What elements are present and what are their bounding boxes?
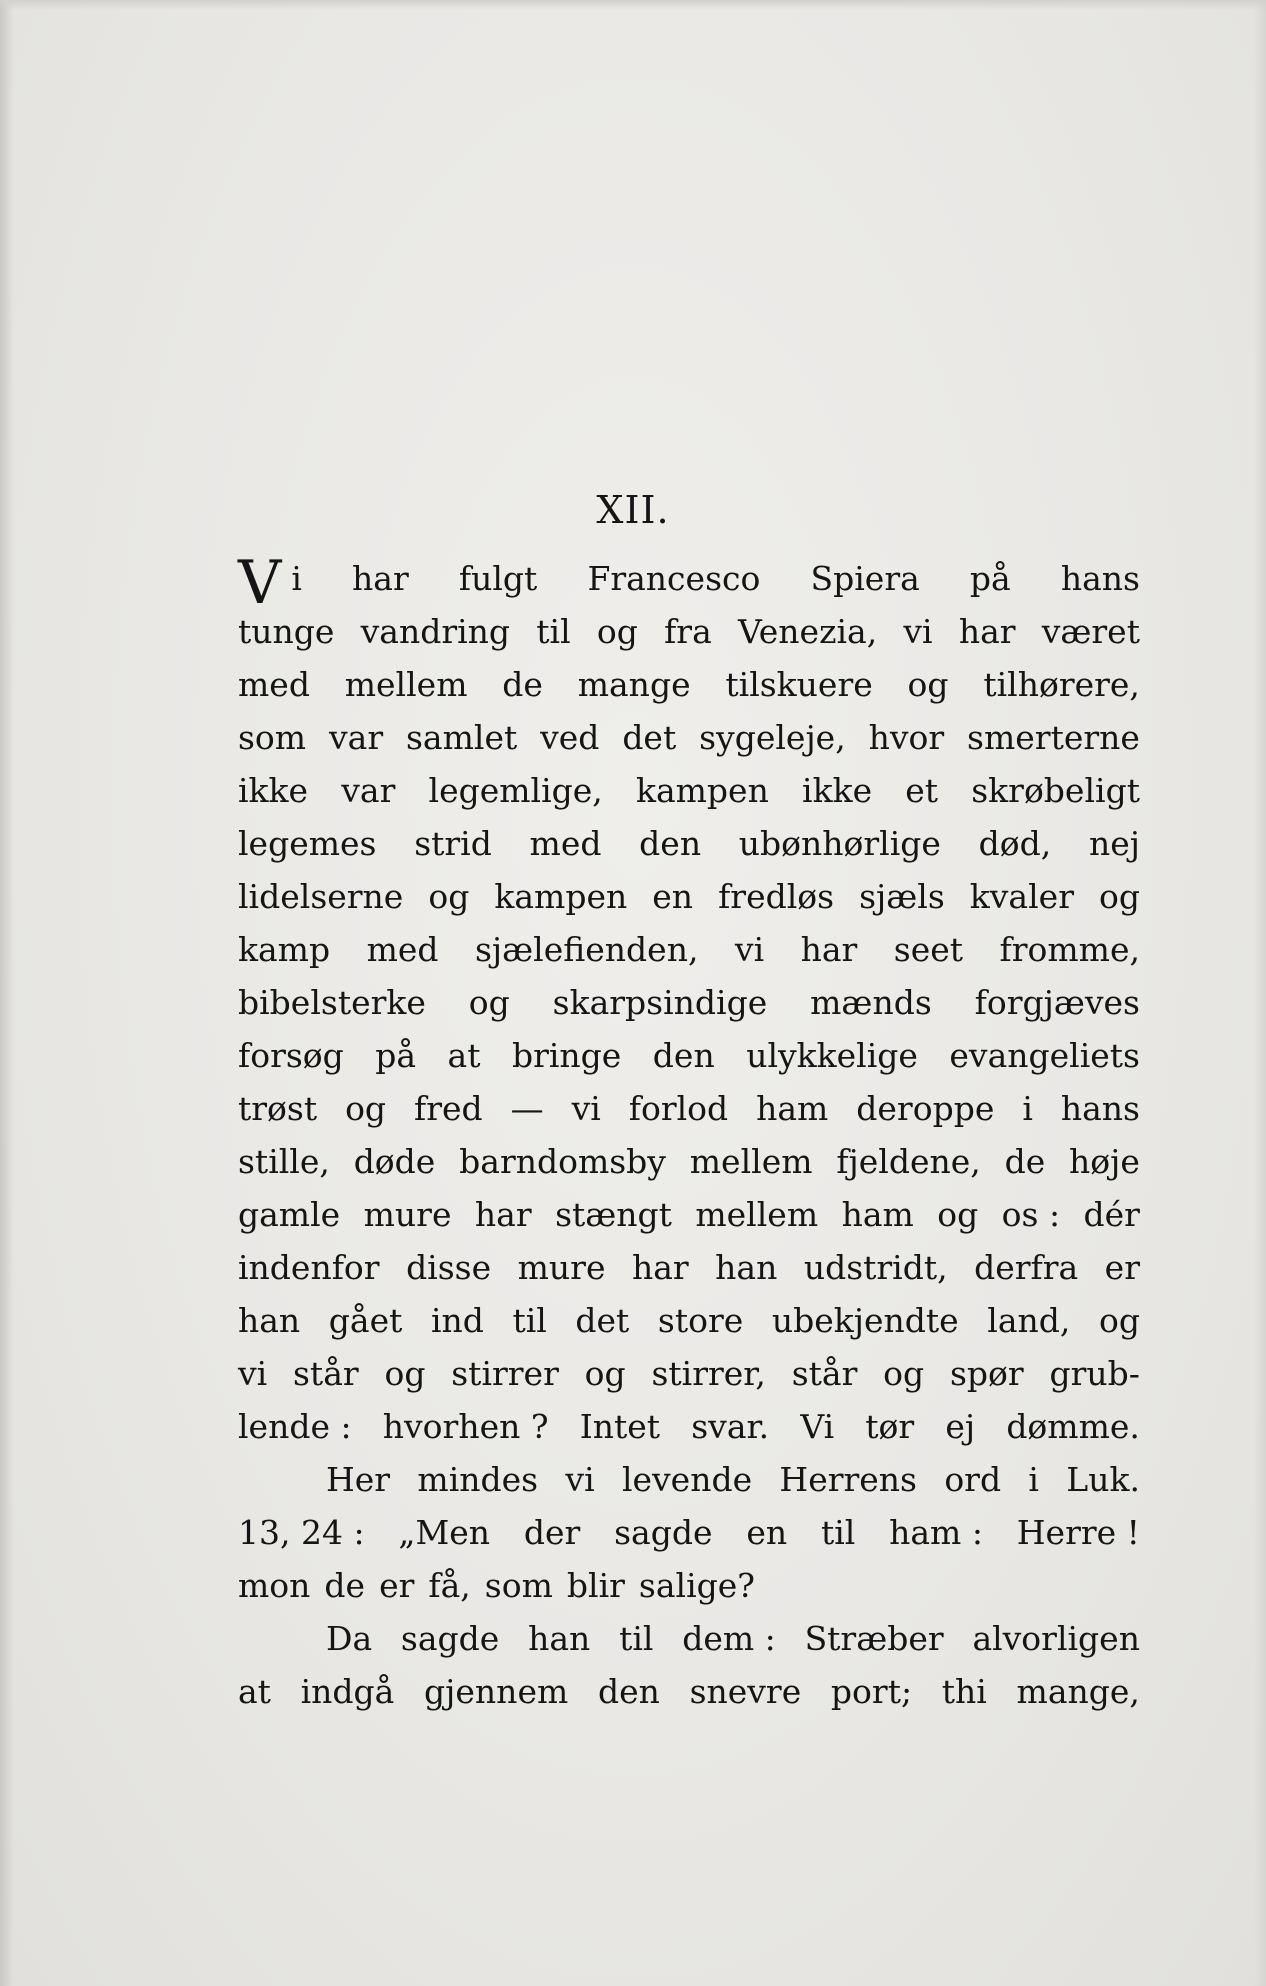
text-line: [238, 1400, 1140, 1453]
word: Francesco: [587, 559, 761, 598]
word: har: [958, 612, 1016, 651]
word: hans: [1060, 1089, 1140, 1128]
word: og: [468, 983, 510, 1022]
word: fromme,: [999, 930, 1140, 969]
word: Her: [326, 1460, 391, 1499]
word: dømme.: [1006, 1407, 1140, 1446]
word: på: [375, 1036, 417, 1075]
word: til: [820, 1513, 856, 1552]
word: ikke: [802, 771, 873, 810]
word: derfra: [974, 1248, 1079, 1287]
word: Vi: [800, 1407, 835, 1446]
word: gået: [328, 1301, 403, 1340]
word: strid: [414, 824, 492, 863]
word: mellem: [344, 665, 468, 704]
word: ved: [540, 718, 600, 757]
word: skarpsindige: [552, 983, 768, 1022]
word: os :: [1001, 1195, 1061, 1234]
page-edge-shadow: [1254, 0, 1266, 1986]
drop-cap: V: [238, 548, 282, 618]
word: vandring: [360, 612, 511, 651]
word: forlod: [628, 1089, 729, 1128]
word: har: [352, 559, 409, 598]
word: en: [652, 877, 694, 916]
word: 13, 24 :: [238, 1513, 365, 1552]
text-line: [238, 817, 1140, 870]
word: en: [746, 1513, 788, 1552]
text-line: [238, 764, 1140, 817]
word: ham :: [889, 1513, 983, 1552]
word: fulgt: [458, 559, 538, 598]
first-line-words: [291, 552, 1140, 605]
word: thi: [941, 1672, 987, 1711]
word: dem :: [682, 1619, 776, 1658]
word: i: [291, 559, 302, 598]
text-line: [238, 658, 1140, 711]
word: grub-: [1049, 1354, 1140, 1393]
word: nej: [1088, 824, 1140, 863]
word: sjælefienden,: [474, 930, 699, 969]
word: stille,: [238, 1142, 330, 1181]
word: sjæls: [859, 877, 945, 916]
word: mure: [363, 1195, 452, 1234]
word: har: [631, 1248, 689, 1287]
word: sygeleje,: [699, 718, 846, 757]
word: vi: [571, 1089, 601, 1128]
word: —: [510, 1089, 544, 1128]
word: kvaler: [969, 877, 1074, 916]
word: været: [1041, 612, 1140, 651]
word: legemlige,: [428, 771, 603, 810]
page-top-shadow: [0, 0, 1266, 10]
word: sagde: [400, 1619, 500, 1658]
word: og: [345, 1089, 387, 1128]
text-line: [238, 1029, 1140, 1082]
word: mure: [517, 1248, 606, 1287]
word: fra: [664, 612, 712, 651]
word: at: [447, 1036, 481, 1075]
word: var: [341, 771, 396, 810]
text-line: [238, 1188, 1140, 1241]
word: evangeliets: [949, 1036, 1140, 1075]
word: det: [622, 718, 677, 757]
word: fjeldene,: [836, 1142, 981, 1181]
word: vi: [903, 612, 933, 651]
word: kampen: [494, 877, 628, 916]
word: mon: [238, 1566, 311, 1605]
word: lidelserne: [238, 877, 404, 916]
text-line: [238, 1135, 1140, 1188]
word: og: [883, 1354, 925, 1393]
word: Da: [326, 1619, 373, 1658]
text-line: [238, 711, 1140, 764]
word: som: [484, 1566, 553, 1605]
text-line: [238, 1241, 1140, 1294]
word: Venezia,: [737, 612, 878, 651]
word: at: [238, 1672, 271, 1711]
word: der: [523, 1513, 581, 1552]
word: gamle: [238, 1195, 341, 1234]
text-line: [238, 1506, 1140, 1559]
word: mellem: [689, 1142, 813, 1181]
word: ubekjendte: [771, 1301, 959, 1340]
word: hvor: [868, 718, 945, 757]
word: han: [715, 1248, 778, 1287]
word: svar.: [691, 1407, 770, 1446]
page-gutter-shadow: [0, 0, 14, 1986]
word: hvorhen ?: [382, 1407, 549, 1446]
word: lende :: [238, 1407, 352, 1446]
word: står: [791, 1354, 858, 1393]
word: og: [907, 665, 949, 704]
text-line: [238, 1559, 1140, 1612]
word: de: [324, 1566, 366, 1605]
word: mindes: [417, 1460, 539, 1499]
word: land,: [987, 1301, 1071, 1340]
word: tilskuere: [725, 665, 873, 704]
word: „Men: [398, 1513, 491, 1552]
word: den: [639, 824, 702, 863]
word: Intet: [579, 1407, 661, 1446]
word: kamp: [238, 930, 331, 969]
text-line: [238, 605, 1140, 658]
word: indenfor: [238, 1248, 380, 1287]
text-line: [238, 1665, 1140, 1718]
text-line: [238, 976, 1140, 1029]
word: med: [366, 930, 439, 969]
word: han: [528, 1619, 591, 1658]
word: forsøg: [238, 1036, 344, 1075]
word: barndomsby: [459, 1142, 666, 1181]
word: disse: [406, 1248, 492, 1287]
word: gjennem: [424, 1672, 569, 1711]
word: er: [379, 1566, 415, 1605]
word: skrøbeligt: [971, 771, 1140, 810]
text-line: [238, 870, 1140, 923]
word: og: [1099, 877, 1140, 916]
word: stirrer,: [651, 1354, 766, 1393]
word: vi: [734, 930, 765, 969]
text-line: [238, 1453, 1140, 1506]
word: ej: [945, 1407, 976, 1446]
word: få,: [428, 1566, 471, 1605]
word: Herrens: [779, 1460, 917, 1499]
word: Herre !: [1016, 1513, 1140, 1552]
word: og: [1098, 1301, 1140, 1340]
word: står: [293, 1354, 359, 1393]
word: fred: [414, 1089, 483, 1128]
word: Stræber: [804, 1619, 944, 1658]
word: samlet: [405, 718, 518, 757]
word: snevre: [689, 1672, 802, 1711]
word: bringe: [511, 1036, 622, 1075]
word: indgå: [300, 1672, 395, 1711]
word: han: [238, 1301, 301, 1340]
word: stængt: [555, 1195, 672, 1234]
word: de: [1004, 1142, 1046, 1181]
word: og: [596, 612, 638, 651]
word: til: [536, 612, 571, 651]
word: med: [238, 665, 310, 704]
word: har: [474, 1195, 532, 1234]
word: ubønhørlige: [738, 824, 941, 863]
word: og: [937, 1195, 979, 1234]
word: vi: [565, 1460, 595, 1499]
word: alvorligen: [972, 1619, 1140, 1658]
word: i: [1028, 1460, 1039, 1499]
word: var: [329, 718, 384, 757]
chapter-heading: XII.: [596, 488, 670, 532]
word: død,: [978, 824, 1052, 863]
word: mellem: [695, 1195, 819, 1234]
word: på: [969, 559, 1011, 598]
word: bibelsterke: [238, 983, 426, 1022]
word: tilhørere,: [983, 665, 1140, 704]
word: et: [905, 771, 939, 810]
word: ikke: [238, 771, 309, 810]
word: har: [800, 930, 858, 969]
word: udstridt,: [803, 1248, 948, 1287]
word: og: [384, 1354, 426, 1393]
word: til: [619, 1619, 654, 1658]
word: og: [428, 877, 470, 916]
word: Luk.: [1066, 1460, 1140, 1499]
text-line-first: [238, 548, 1140, 618]
word: det: [575, 1301, 630, 1340]
text-line: [238, 1082, 1140, 1135]
word: smerterne: [967, 718, 1140, 757]
word: store: [657, 1301, 744, 1340]
word: legemes: [238, 824, 377, 863]
word: mange: [577, 665, 691, 704]
word: den: [597, 1672, 660, 1711]
word: blir: [566, 1566, 625, 1605]
text-line: [238, 1612, 1140, 1665]
word: deroppe: [856, 1089, 995, 1128]
word: høje: [1069, 1142, 1140, 1181]
word: Spiera: [810, 559, 920, 598]
word: ind: [430, 1301, 484, 1340]
text-line: [238, 1347, 1140, 1400]
word: sagde: [614, 1513, 713, 1552]
word: er: [1104, 1248, 1140, 1287]
word: som: [238, 718, 307, 757]
word: tunge: [238, 612, 335, 651]
word: hans: [1060, 559, 1140, 598]
word: og: [584, 1354, 626, 1393]
word: fredløs: [718, 877, 835, 916]
word: levende: [621, 1460, 753, 1499]
word: ham: [756, 1089, 829, 1128]
word: ulykkelige: [746, 1036, 918, 1075]
word: salige?: [638, 1566, 755, 1605]
word: mange,: [1016, 1672, 1140, 1711]
word: døde: [353, 1142, 436, 1181]
word: seet: [893, 930, 964, 969]
word: trøst: [238, 1089, 318, 1128]
word: forgjæves: [974, 983, 1140, 1022]
word: til: [512, 1301, 547, 1340]
word: mænds: [810, 983, 932, 1022]
text-line: [238, 1294, 1140, 1347]
text-line: [238, 923, 1140, 976]
word: stirrer: [451, 1354, 559, 1393]
word: vi: [238, 1354, 268, 1393]
word: de: [502, 665, 543, 704]
word: port;: [830, 1672, 913, 1711]
word: med: [529, 824, 602, 863]
word: den: [652, 1036, 715, 1075]
word: dér: [1083, 1195, 1140, 1234]
word: ham: [841, 1195, 914, 1234]
word: ord: [944, 1460, 1002, 1499]
word: tør: [865, 1407, 915, 1446]
word: kampen: [635, 771, 769, 810]
body-text: [238, 548, 1140, 1718]
word: i: [1022, 1089, 1033, 1128]
word: spør: [949, 1354, 1024, 1393]
